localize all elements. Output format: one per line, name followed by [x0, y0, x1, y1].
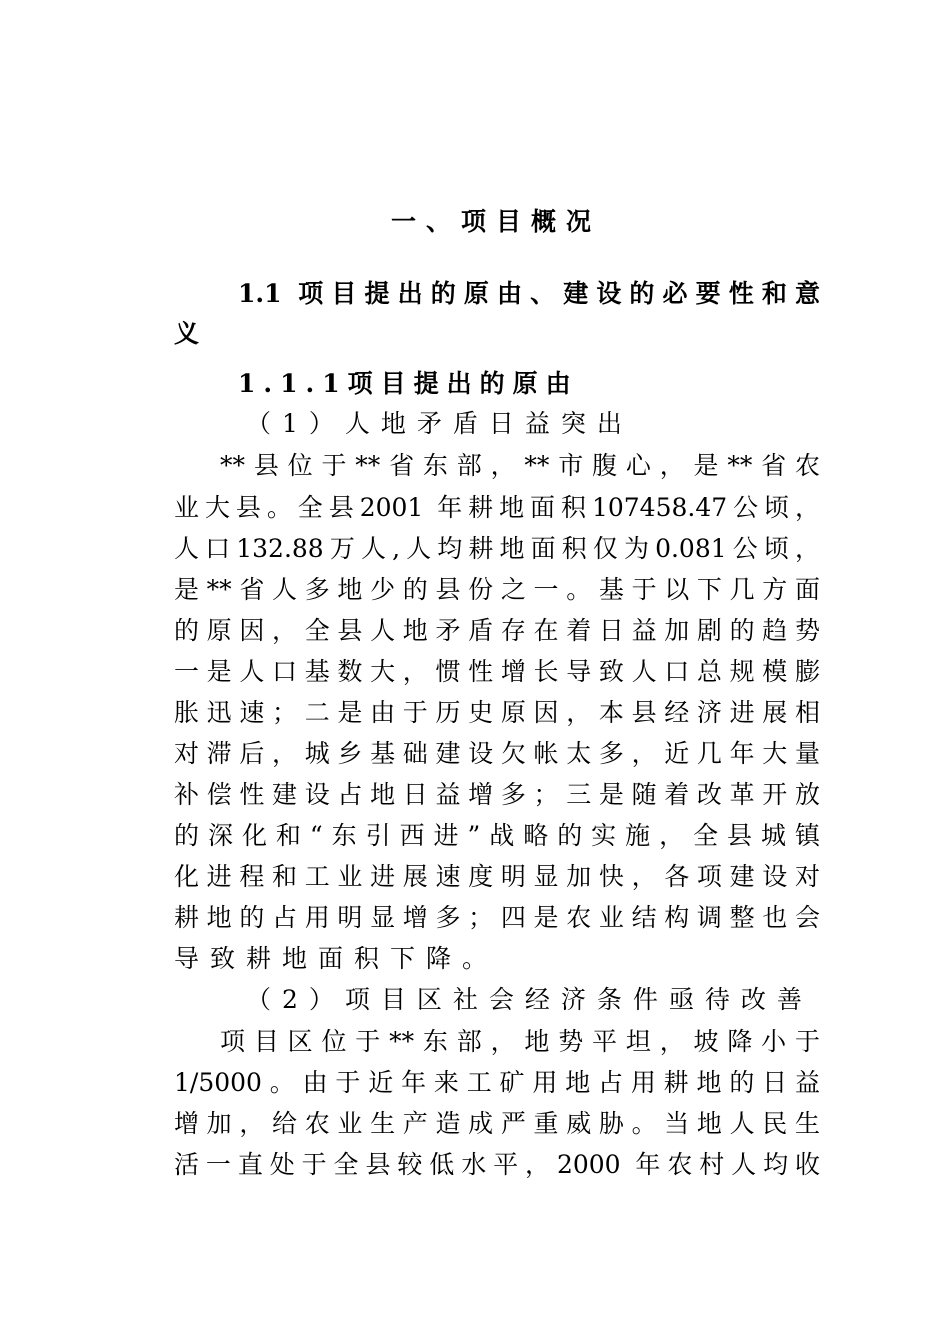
paragraph-1-line: **县位于**省东部，**市腹心，是**省农 — [220, 451, 820, 480]
paragraph-1-line: 化进程和工业进展速度明显加快，各项建设对 — [174, 862, 820, 891]
paragraph-2-line: 活一直处于全县较低水平，2000 年农村人均收 — [174, 1150, 820, 1179]
section-title-line-1: 1.1 项目提出的原由、建设的必要性和意 — [238, 279, 820, 308]
paragraph-1-line: 一是人口基数大，惯性增长导致人口总规模膨 — [174, 657, 820, 686]
paragraph-1-line: 的深化和“东引西进”战略的实施，全县城镇 — [174, 821, 820, 850]
paragraph-1-line: 是**省人多地少的县份之一。基于以下几方面 — [174, 575, 820, 604]
section-title-line-2: 义 — [174, 319, 200, 348]
paragraph-1-line: 耕地的占用明显增多；四是农业结构调整也会 — [174, 903, 820, 932]
paragraph-2-line: 增加，给农业生产造成严重威胁。当地人民生 — [174, 1109, 820, 1138]
paragraph-1-line: 人口132.88万人,人均耕地面积仅为0.081公顷， — [174, 534, 820, 563]
item-2-title: （2）项目区社会经济条件亟待改善 — [246, 985, 813, 1014]
paragraph-1-line: 对滞后，城乡基础建设欠帐太多，近几年大量 — [174, 739, 820, 768]
subsection-title: 1.1.1项目提出的原由 — [238, 369, 579, 398]
item-1-title: （1）人地矛盾日益突出 — [246, 409, 633, 438]
paragraph-1-line: 补偿性建设占地日益增多；三是随着改革开放 — [174, 780, 820, 809]
paragraph-1-line: 导致耕地面积下降。 — [174, 944, 499, 973]
paragraph-2-line: 1/5000。由于近年来工矿用地占用耕地的日益 — [174, 1068, 820, 1097]
paragraph-1-line: 的原因，全县人地矛盾存在着日益加剧的趋势 — [174, 616, 820, 645]
paragraph-2-line: 项目区位于**东部，地势平坦，坡降小于 — [220, 1027, 820, 1056]
chapter-title: 一、项目概况 — [390, 207, 601, 236]
paragraph-1-line: 业大县。全县2001 年耕地面积107458.47公顷， — [174, 493, 820, 522]
paragraph-1-line: 胀迅速；二是由于历史原因，本县经济进展相 — [174, 698, 820, 727]
